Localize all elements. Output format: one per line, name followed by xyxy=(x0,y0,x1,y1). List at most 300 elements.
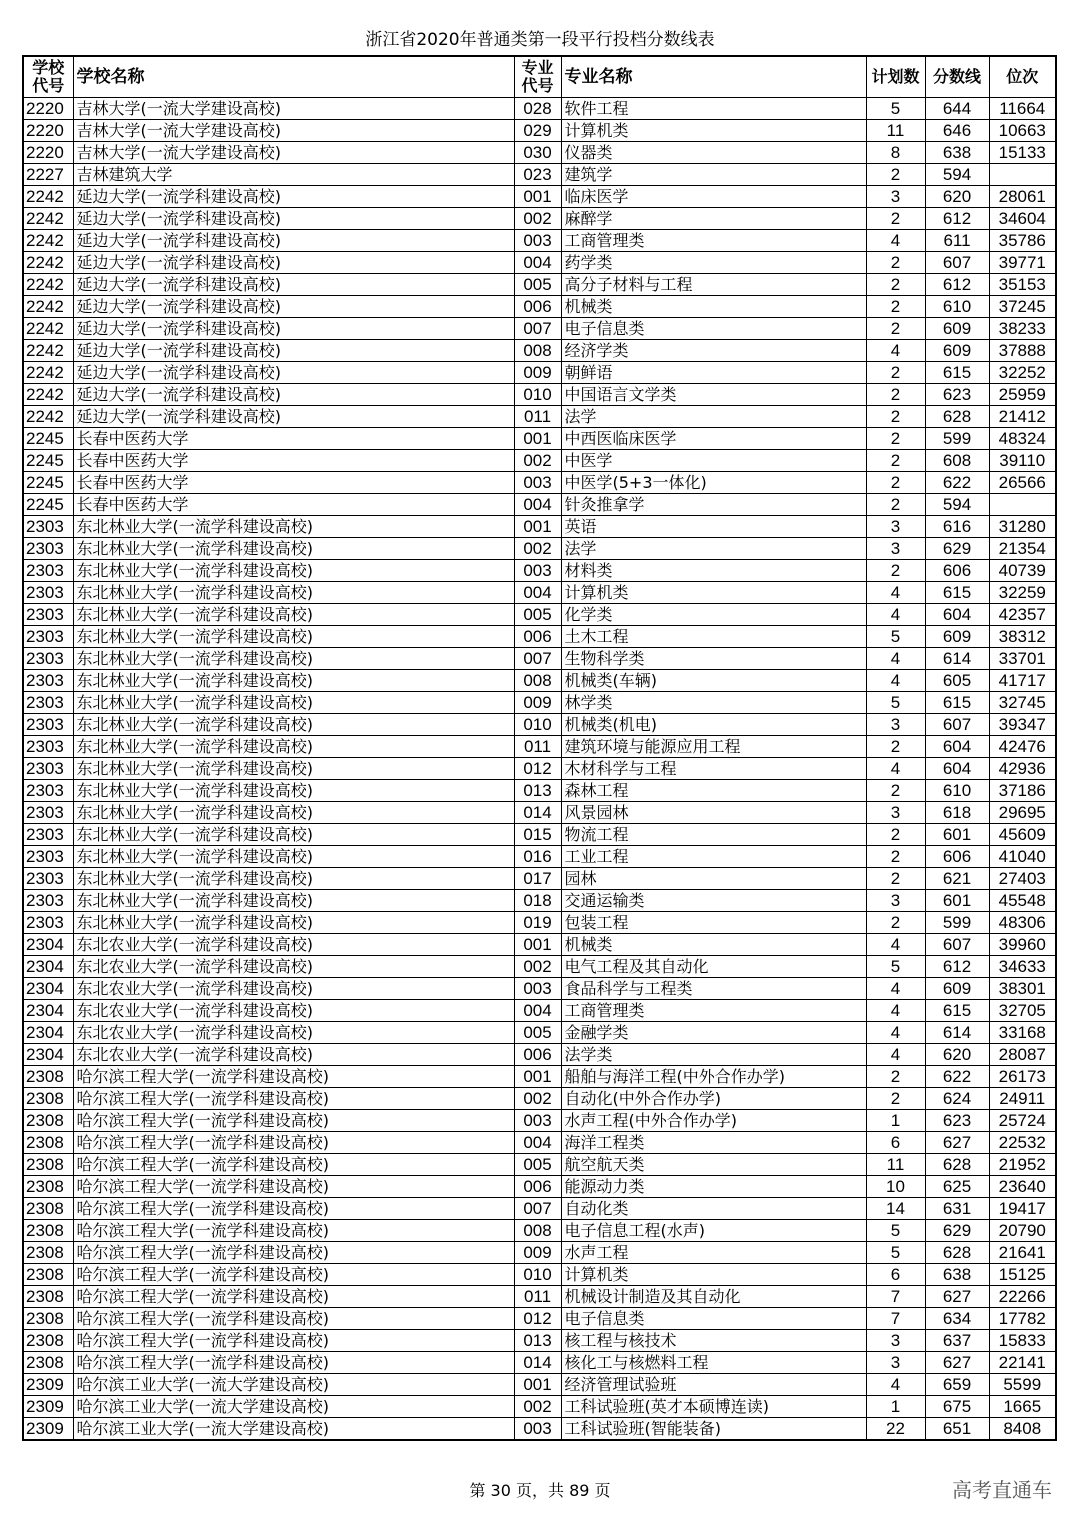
school-name-cell: 延边大学(一流学科建设高校) xyxy=(73,362,514,384)
rank-cell: 39771 xyxy=(989,252,1056,274)
major-code-cell: 002 xyxy=(514,450,561,472)
major-name-cell: 法学 xyxy=(561,406,866,428)
rank-cell: 37888 xyxy=(989,340,1056,362)
school-code-cell: 2308 xyxy=(23,1154,73,1176)
plan-count-cell: 1 xyxy=(866,1396,925,1418)
plan-count-cell: 4 xyxy=(866,1022,925,1044)
school-name-cell: 东北林业大学(一流学科建设高校) xyxy=(73,648,514,670)
rank-cell: 37186 xyxy=(989,780,1056,802)
table-row xyxy=(23,1000,1056,1022)
rank-cell: 26173 xyxy=(989,1066,1056,1088)
school-code-cell: 2242 xyxy=(23,186,73,208)
plan-count-cell: 3 xyxy=(866,1330,925,1352)
school-name-cell: 东北农业大学(一流学科建设高校) xyxy=(73,1022,514,1044)
school-name-cell: 东北林业大学(一流学科建设高校) xyxy=(73,692,514,714)
plan-count-cell: 2 xyxy=(866,384,925,406)
table-row xyxy=(23,670,1056,692)
major-name-cell: 交通运输类 xyxy=(561,890,866,912)
score-line-cell: 594 xyxy=(925,164,989,186)
header-school-code: 学校代号 xyxy=(23,56,73,98)
major-code-cell: 013 xyxy=(514,780,561,802)
school-name-cell: 哈尔滨工程大学(一流学科建设高校) xyxy=(73,1066,514,1088)
score-line-cell: 634 xyxy=(925,1308,989,1330)
table-row xyxy=(23,626,1056,648)
plan-count-cell: 4 xyxy=(866,934,925,956)
school-code-cell: 2304 xyxy=(23,934,73,956)
rank-cell: 25959 xyxy=(989,384,1056,406)
school-code-cell: 2308 xyxy=(23,1286,73,1308)
school-code-cell: 2242 xyxy=(23,362,73,384)
school-code-cell: 2308 xyxy=(23,1352,73,1374)
rank-cell: 45548 xyxy=(989,890,1056,912)
school-code-cell: 2309 xyxy=(23,1374,73,1396)
school-name-cell: 哈尔滨工程大学(一流学科建设高校) xyxy=(73,1286,514,1308)
plan-count-cell: 3 xyxy=(866,802,925,824)
rank-cell: 34633 xyxy=(989,956,1056,978)
score-line-cell: 651 xyxy=(925,1418,989,1441)
plan-count-cell: 5 xyxy=(866,692,925,714)
rank-cell: 25724 xyxy=(989,1110,1056,1132)
plan-count-cell: 4 xyxy=(866,1000,925,1022)
plan-count-cell: 3 xyxy=(866,186,925,208)
plan-count-cell: 5 xyxy=(866,956,925,978)
plan-count-cell: 6 xyxy=(866,1132,925,1154)
table-row xyxy=(23,1286,1056,1308)
major-name-cell: 能源动力类 xyxy=(561,1176,866,1198)
plan-count-cell: 3 xyxy=(866,538,925,560)
header-plan-count: 计划数 xyxy=(866,56,925,98)
school-name-cell: 哈尔滨工程大学(一流学科建设高校) xyxy=(73,1198,514,1220)
plan-count-cell: 2 xyxy=(866,362,925,384)
score-line-cell: 604 xyxy=(925,736,989,758)
rank-cell: 45609 xyxy=(989,824,1056,846)
score-line-cell: 615 xyxy=(925,692,989,714)
score-line-cell: 659 xyxy=(925,1374,989,1396)
table-row xyxy=(23,1022,1056,1044)
table-row xyxy=(23,494,1056,516)
score-line-cell: 622 xyxy=(925,472,989,494)
score-line-cell: 638 xyxy=(925,142,989,164)
major-code-cell: 002 xyxy=(514,208,561,230)
plan-count-cell: 2 xyxy=(866,824,925,846)
rank-cell: 8408 xyxy=(989,1418,1056,1441)
major-name-cell: 仪器类 xyxy=(561,142,866,164)
rank-cell: 33701 xyxy=(989,648,1056,670)
score-line-cell: 607 xyxy=(925,252,989,274)
rank-cell: 38233 xyxy=(989,318,1056,340)
major-name-cell: 建筑学 xyxy=(561,164,866,186)
major-name-cell: 机械类(车辆) xyxy=(561,670,866,692)
school-code-cell: 2303 xyxy=(23,516,73,538)
table-row xyxy=(23,1352,1056,1374)
score-line-cell: 607 xyxy=(925,714,989,736)
school-name-cell: 延边大学(一流学科建设高校) xyxy=(73,186,514,208)
rank-cell: 38312 xyxy=(989,626,1056,648)
major-name-cell: 核化工与核燃料工程 xyxy=(561,1352,866,1374)
plan-count-cell: 2 xyxy=(866,318,925,340)
major-code-cell: 004 xyxy=(514,1132,561,1154)
major-code-cell: 003 xyxy=(514,560,561,582)
plan-count-cell: 4 xyxy=(866,340,925,362)
school-code-cell: 2242 xyxy=(23,296,73,318)
school-code-cell: 2308 xyxy=(23,1176,73,1198)
school-code-cell: 2220 xyxy=(23,142,73,164)
score-line-cell: 628 xyxy=(925,406,989,428)
major-name-cell: 机械类 xyxy=(561,296,866,318)
score-line-cell: 607 xyxy=(925,934,989,956)
major-code-cell: 005 xyxy=(514,1154,561,1176)
table-row xyxy=(23,186,1056,208)
plan-count-cell: 2 xyxy=(866,1066,925,1088)
major-name-cell: 计算机类 xyxy=(561,582,866,604)
major-code-cell: 010 xyxy=(514,1264,561,1286)
score-line-cell: 638 xyxy=(925,1264,989,1286)
rank-cell: 48306 xyxy=(989,912,1056,934)
table-row xyxy=(23,318,1056,340)
header-score-line: 分数线 xyxy=(925,56,989,98)
table-row xyxy=(23,164,1056,186)
major-name-cell: 麻醉学 xyxy=(561,208,866,230)
major-code-cell: 005 xyxy=(514,604,561,626)
plan-count-cell: 2 xyxy=(866,868,925,890)
school-code-cell: 2303 xyxy=(23,912,73,934)
school-code-cell: 2245 xyxy=(23,472,73,494)
rank-cell: 39110 xyxy=(989,450,1056,472)
major-name-cell: 建筑环境与能源应用工程 xyxy=(561,736,866,758)
major-name-cell: 机械设计制造及其自动化 xyxy=(561,1286,866,1308)
plan-count-cell: 4 xyxy=(866,230,925,252)
plan-count-cell: 2 xyxy=(866,252,925,274)
school-name-cell: 哈尔滨工业大学(一流大学建设高校) xyxy=(73,1374,514,1396)
school-code-cell: 2308 xyxy=(23,1264,73,1286)
table-row xyxy=(23,604,1056,626)
major-name-cell: 中医学 xyxy=(561,450,866,472)
school-code-cell: 2303 xyxy=(23,824,73,846)
rank-cell: 35153 xyxy=(989,274,1056,296)
school-code-cell: 2303 xyxy=(23,802,73,824)
plan-count-cell: 2 xyxy=(866,472,925,494)
school-code-cell: 2308 xyxy=(23,1088,73,1110)
rank-cell: 33168 xyxy=(989,1022,1056,1044)
major-name-cell: 土木工程 xyxy=(561,626,866,648)
major-code-cell: 023 xyxy=(514,164,561,186)
major-name-cell: 高分子材料与工程 xyxy=(561,274,866,296)
school-name-cell: 长春中医药大学 xyxy=(73,494,514,516)
plan-count-cell: 4 xyxy=(866,670,925,692)
major-code-cell: 028 xyxy=(514,98,561,120)
school-name-cell: 东北林业大学(一流学科建设高校) xyxy=(73,582,514,604)
rank-cell: 41717 xyxy=(989,670,1056,692)
school-name-cell: 吉林大学(一流大学建设高校) xyxy=(73,142,514,164)
major-name-cell: 中国语言文学类 xyxy=(561,384,866,406)
rank-cell: 29695 xyxy=(989,802,1056,824)
plan-count-cell: 5 xyxy=(866,1242,925,1264)
table-row xyxy=(23,142,1056,164)
school-name-cell: 哈尔滨工程大学(一流学科建设高校) xyxy=(73,1330,514,1352)
plan-count-cell: 3 xyxy=(866,516,925,538)
score-line-cell: 621 xyxy=(925,868,989,890)
table-row xyxy=(23,472,1056,494)
school-code-cell: 2304 xyxy=(23,1022,73,1044)
major-name-cell: 森林工程 xyxy=(561,780,866,802)
plan-count-cell: 2 xyxy=(866,208,925,230)
school-name-cell: 东北林业大学(一流学科建设高校) xyxy=(73,780,514,802)
rank-cell: 39347 xyxy=(989,714,1056,736)
school-name-cell: 延边大学(一流学科建设高校) xyxy=(73,208,514,230)
rank-cell: 23640 xyxy=(989,1176,1056,1198)
school-code-cell: 2303 xyxy=(23,604,73,626)
score-line-cell: 609 xyxy=(925,340,989,362)
major-name-cell: 机械类 xyxy=(561,934,866,956)
school-name-cell: 延边大学(一流学科建设高校) xyxy=(73,384,514,406)
major-name-cell: 水声工程 xyxy=(561,1242,866,1264)
score-line-cell: 609 xyxy=(925,626,989,648)
rank-cell: 41040 xyxy=(989,846,1056,868)
score-line-cell: 623 xyxy=(925,1110,989,1132)
school-name-cell: 东北林业大学(一流学科建设高校) xyxy=(73,758,514,780)
school-code-cell: 2303 xyxy=(23,560,73,582)
school-name-cell: 延边大学(一流学科建设高校) xyxy=(73,252,514,274)
rank-cell: 21412 xyxy=(989,406,1056,428)
major-code-cell: 001 xyxy=(514,186,561,208)
school-name-cell: 东北林业大学(一流学科建设高校) xyxy=(73,890,514,912)
table-row xyxy=(23,956,1056,978)
major-name-cell: 电子信息类 xyxy=(561,1308,866,1330)
rank-cell: 17782 xyxy=(989,1308,1056,1330)
school-code-cell: 2227 xyxy=(23,164,73,186)
major-name-cell: 材料类 xyxy=(561,560,866,582)
plan-count-cell: 2 xyxy=(866,164,925,186)
table-row xyxy=(23,890,1056,912)
school-name-cell: 东北农业大学(一流学科建设高校) xyxy=(73,1000,514,1022)
major-code-cell: 004 xyxy=(514,494,561,516)
major-name-cell: 化学类 xyxy=(561,604,866,626)
score-line-cell: 627 xyxy=(925,1286,989,1308)
major-code-cell: 002 xyxy=(514,1396,561,1418)
table-row xyxy=(23,912,1056,934)
table-row xyxy=(23,1242,1056,1264)
school-name-cell: 东北林业大学(一流学科建设高校) xyxy=(73,824,514,846)
plan-count-cell: 7 xyxy=(866,1308,925,1330)
school-name-cell: 东北林业大学(一流学科建设高校) xyxy=(73,736,514,758)
school-name-cell: 哈尔滨工业大学(一流大学建设高校) xyxy=(73,1396,514,1418)
rank-cell: 26566 xyxy=(989,472,1056,494)
plan-count-cell: 7 xyxy=(866,1286,925,1308)
rank-cell: 39960 xyxy=(989,934,1056,956)
header-row xyxy=(23,56,1056,98)
school-name-cell: 延边大学(一流学科建设高校) xyxy=(73,406,514,428)
major-name-cell: 计算机类 xyxy=(561,1264,866,1286)
table-row xyxy=(23,934,1056,956)
table-row xyxy=(23,406,1056,428)
school-code-cell: 2303 xyxy=(23,758,73,780)
school-code-cell: 2304 xyxy=(23,978,73,1000)
school-name-cell: 东北林业大学(一流学科建设高校) xyxy=(73,516,514,538)
rank-cell: 31280 xyxy=(989,516,1056,538)
plan-count-cell: 4 xyxy=(866,648,925,670)
table-row xyxy=(23,758,1056,780)
major-code-cell: 014 xyxy=(514,1352,561,1374)
plan-count-cell: 2 xyxy=(866,1088,925,1110)
school-name-cell: 东北林业大学(一流学科建设高校) xyxy=(73,714,514,736)
plan-count-cell: 2 xyxy=(866,274,925,296)
plan-count-cell: 5 xyxy=(866,98,925,120)
table-row xyxy=(23,582,1056,604)
major-name-cell: 工商管理类 xyxy=(561,1000,866,1022)
score-line-cell: 628 xyxy=(925,1154,989,1176)
major-name-cell: 中医学(5+3一体化) xyxy=(561,472,866,494)
plan-count-cell: 22 xyxy=(866,1418,925,1441)
table-row xyxy=(23,1198,1056,1220)
plan-count-cell: 4 xyxy=(866,1044,925,1066)
school-code-cell: 2303 xyxy=(23,538,73,560)
rank-cell: 42357 xyxy=(989,604,1056,626)
major-code-cell: 017 xyxy=(514,868,561,890)
school-code-cell: 2303 xyxy=(23,868,73,890)
brand-watermark: 高考直通车 xyxy=(952,1478,1052,1502)
plan-count-cell: 2 xyxy=(866,846,925,868)
score-line-cell: 612 xyxy=(925,208,989,230)
score-line-cell: 629 xyxy=(925,1220,989,1242)
plan-count-cell: 3 xyxy=(866,714,925,736)
score-line-cell: 609 xyxy=(925,318,989,340)
score-line-cell: 629 xyxy=(925,538,989,560)
school-name-cell: 哈尔滨工程大学(一流学科建设高校) xyxy=(73,1088,514,1110)
rank-cell: 42476 xyxy=(989,736,1056,758)
school-code-cell: 2303 xyxy=(23,736,73,758)
school-code-cell: 2220 xyxy=(23,98,73,120)
major-code-cell: 003 xyxy=(514,1418,561,1441)
major-name-cell: 软件工程 xyxy=(561,98,866,120)
table-row xyxy=(23,252,1056,274)
score-line-cell: 675 xyxy=(925,1396,989,1418)
score-line-cell: 601 xyxy=(925,890,989,912)
plan-count-cell: 14 xyxy=(866,1198,925,1220)
major-code-cell: 019 xyxy=(514,912,561,934)
table-row xyxy=(23,208,1056,230)
major-code-cell: 012 xyxy=(514,1308,561,1330)
major-name-cell: 机械类(机电) xyxy=(561,714,866,736)
major-code-cell: 008 xyxy=(514,340,561,362)
major-code-cell: 006 xyxy=(514,1044,561,1066)
table-row xyxy=(23,714,1056,736)
school-name-cell: 东北农业大学(一流学科建设高校) xyxy=(73,1044,514,1066)
plan-count-cell: 2 xyxy=(866,736,925,758)
major-name-cell: 药学类 xyxy=(561,252,866,274)
rank-cell: 32252 xyxy=(989,362,1056,384)
school-code-cell: 2308 xyxy=(23,1198,73,1220)
school-code-cell: 2309 xyxy=(23,1396,73,1418)
rank-cell: 15125 xyxy=(989,1264,1056,1286)
score-table xyxy=(22,55,1057,1441)
document-title: 浙江省2020年普通类第一段平行投档分数线表 xyxy=(365,30,715,50)
table-row xyxy=(23,1220,1056,1242)
major-code-cell: 006 xyxy=(514,296,561,318)
school-name-cell: 东北农业大学(一流学科建设高校) xyxy=(73,978,514,1000)
table-row xyxy=(23,1132,1056,1154)
school-name-cell: 东北林业大学(一流学科建设高校) xyxy=(73,670,514,692)
score-line-cell: 606 xyxy=(925,846,989,868)
major-name-cell: 物流工程 xyxy=(561,824,866,846)
school-code-cell: 2303 xyxy=(23,692,73,714)
table-row xyxy=(23,450,1056,472)
school-name-cell: 吉林建筑大学 xyxy=(73,164,514,186)
table-row xyxy=(23,274,1056,296)
table-row xyxy=(23,1154,1056,1176)
score-line-cell: 646 xyxy=(925,120,989,142)
school-name-cell: 长春中医药大学 xyxy=(73,428,514,450)
school-code-cell: 2245 xyxy=(23,494,73,516)
score-line-cell: 627 xyxy=(925,1352,989,1374)
major-code-cell: 010 xyxy=(514,384,561,406)
major-name-cell: 经济管理试验班 xyxy=(561,1374,866,1396)
plan-count-cell: 4 xyxy=(866,758,925,780)
rank-cell: 37245 xyxy=(989,296,1056,318)
rank-cell xyxy=(989,494,1056,516)
school-name-cell: 吉林大学(一流大学建设高校) xyxy=(73,120,514,142)
major-name-cell: 工科试验班(英才本硕博连读) xyxy=(561,1396,866,1418)
major-name-cell: 航空航天类 xyxy=(561,1154,866,1176)
school-code-cell: 2242 xyxy=(23,208,73,230)
school-code-cell: 2308 xyxy=(23,1132,73,1154)
school-name-cell: 延边大学(一流学科建设高校) xyxy=(73,274,514,296)
major-code-cell: 003 xyxy=(514,1110,561,1132)
score-line-cell: 609 xyxy=(925,978,989,1000)
major-name-cell: 工商管理类 xyxy=(561,230,866,252)
table-row xyxy=(23,802,1056,824)
major-name-cell: 水声工程(中外合作办学) xyxy=(561,1110,866,1132)
school-name-cell: 东北林业大学(一流学科建设高校) xyxy=(73,846,514,868)
rank-cell: 15833 xyxy=(989,1330,1056,1352)
table-row xyxy=(23,428,1056,450)
school-code-cell: 2242 xyxy=(23,252,73,274)
table-row xyxy=(23,516,1056,538)
school-code-cell: 2304 xyxy=(23,1000,73,1022)
rank-cell: 38301 xyxy=(989,978,1056,1000)
major-code-cell: 012 xyxy=(514,758,561,780)
school-name-cell: 延边大学(一流学科建设高校) xyxy=(73,230,514,252)
school-name-cell: 吉林大学(一流大学建设高校) xyxy=(73,98,514,120)
plan-count-cell: 4 xyxy=(866,604,925,626)
score-line-cell: 612 xyxy=(925,956,989,978)
rank-cell: 10663 xyxy=(989,120,1056,142)
score-line-cell: 644 xyxy=(925,98,989,120)
table-row xyxy=(23,692,1056,714)
school-name-cell: 延边大学(一流学科建设高校) xyxy=(73,296,514,318)
major-code-cell: 004 xyxy=(514,1000,561,1022)
school-name-cell: 长春中医药大学 xyxy=(73,472,514,494)
table-row xyxy=(23,1308,1056,1330)
score-line-cell: 631 xyxy=(925,1198,989,1220)
school-code-cell: 2242 xyxy=(23,406,73,428)
school-code-cell: 2304 xyxy=(23,1044,73,1066)
rank-cell: 21952 xyxy=(989,1154,1056,1176)
school-code-cell: 2309 xyxy=(23,1418,73,1441)
school-code-cell: 2242 xyxy=(23,340,73,362)
score-line-cell: 620 xyxy=(925,186,989,208)
rank-cell: 32705 xyxy=(989,1000,1056,1022)
school-name-cell: 东北林业大学(一流学科建设高校) xyxy=(73,604,514,626)
school-name-cell: 哈尔滨工程大学(一流学科建设高校) xyxy=(73,1308,514,1330)
school-code-cell: 2303 xyxy=(23,670,73,692)
score-line-cell: 624 xyxy=(925,1088,989,1110)
score-line-cell: 614 xyxy=(925,1022,989,1044)
school-code-cell: 2303 xyxy=(23,626,73,648)
school-code-cell: 2242 xyxy=(23,318,73,340)
major-code-cell: 015 xyxy=(514,824,561,846)
major-code-cell: 001 xyxy=(514,428,561,450)
plan-count-cell: 11 xyxy=(866,120,925,142)
